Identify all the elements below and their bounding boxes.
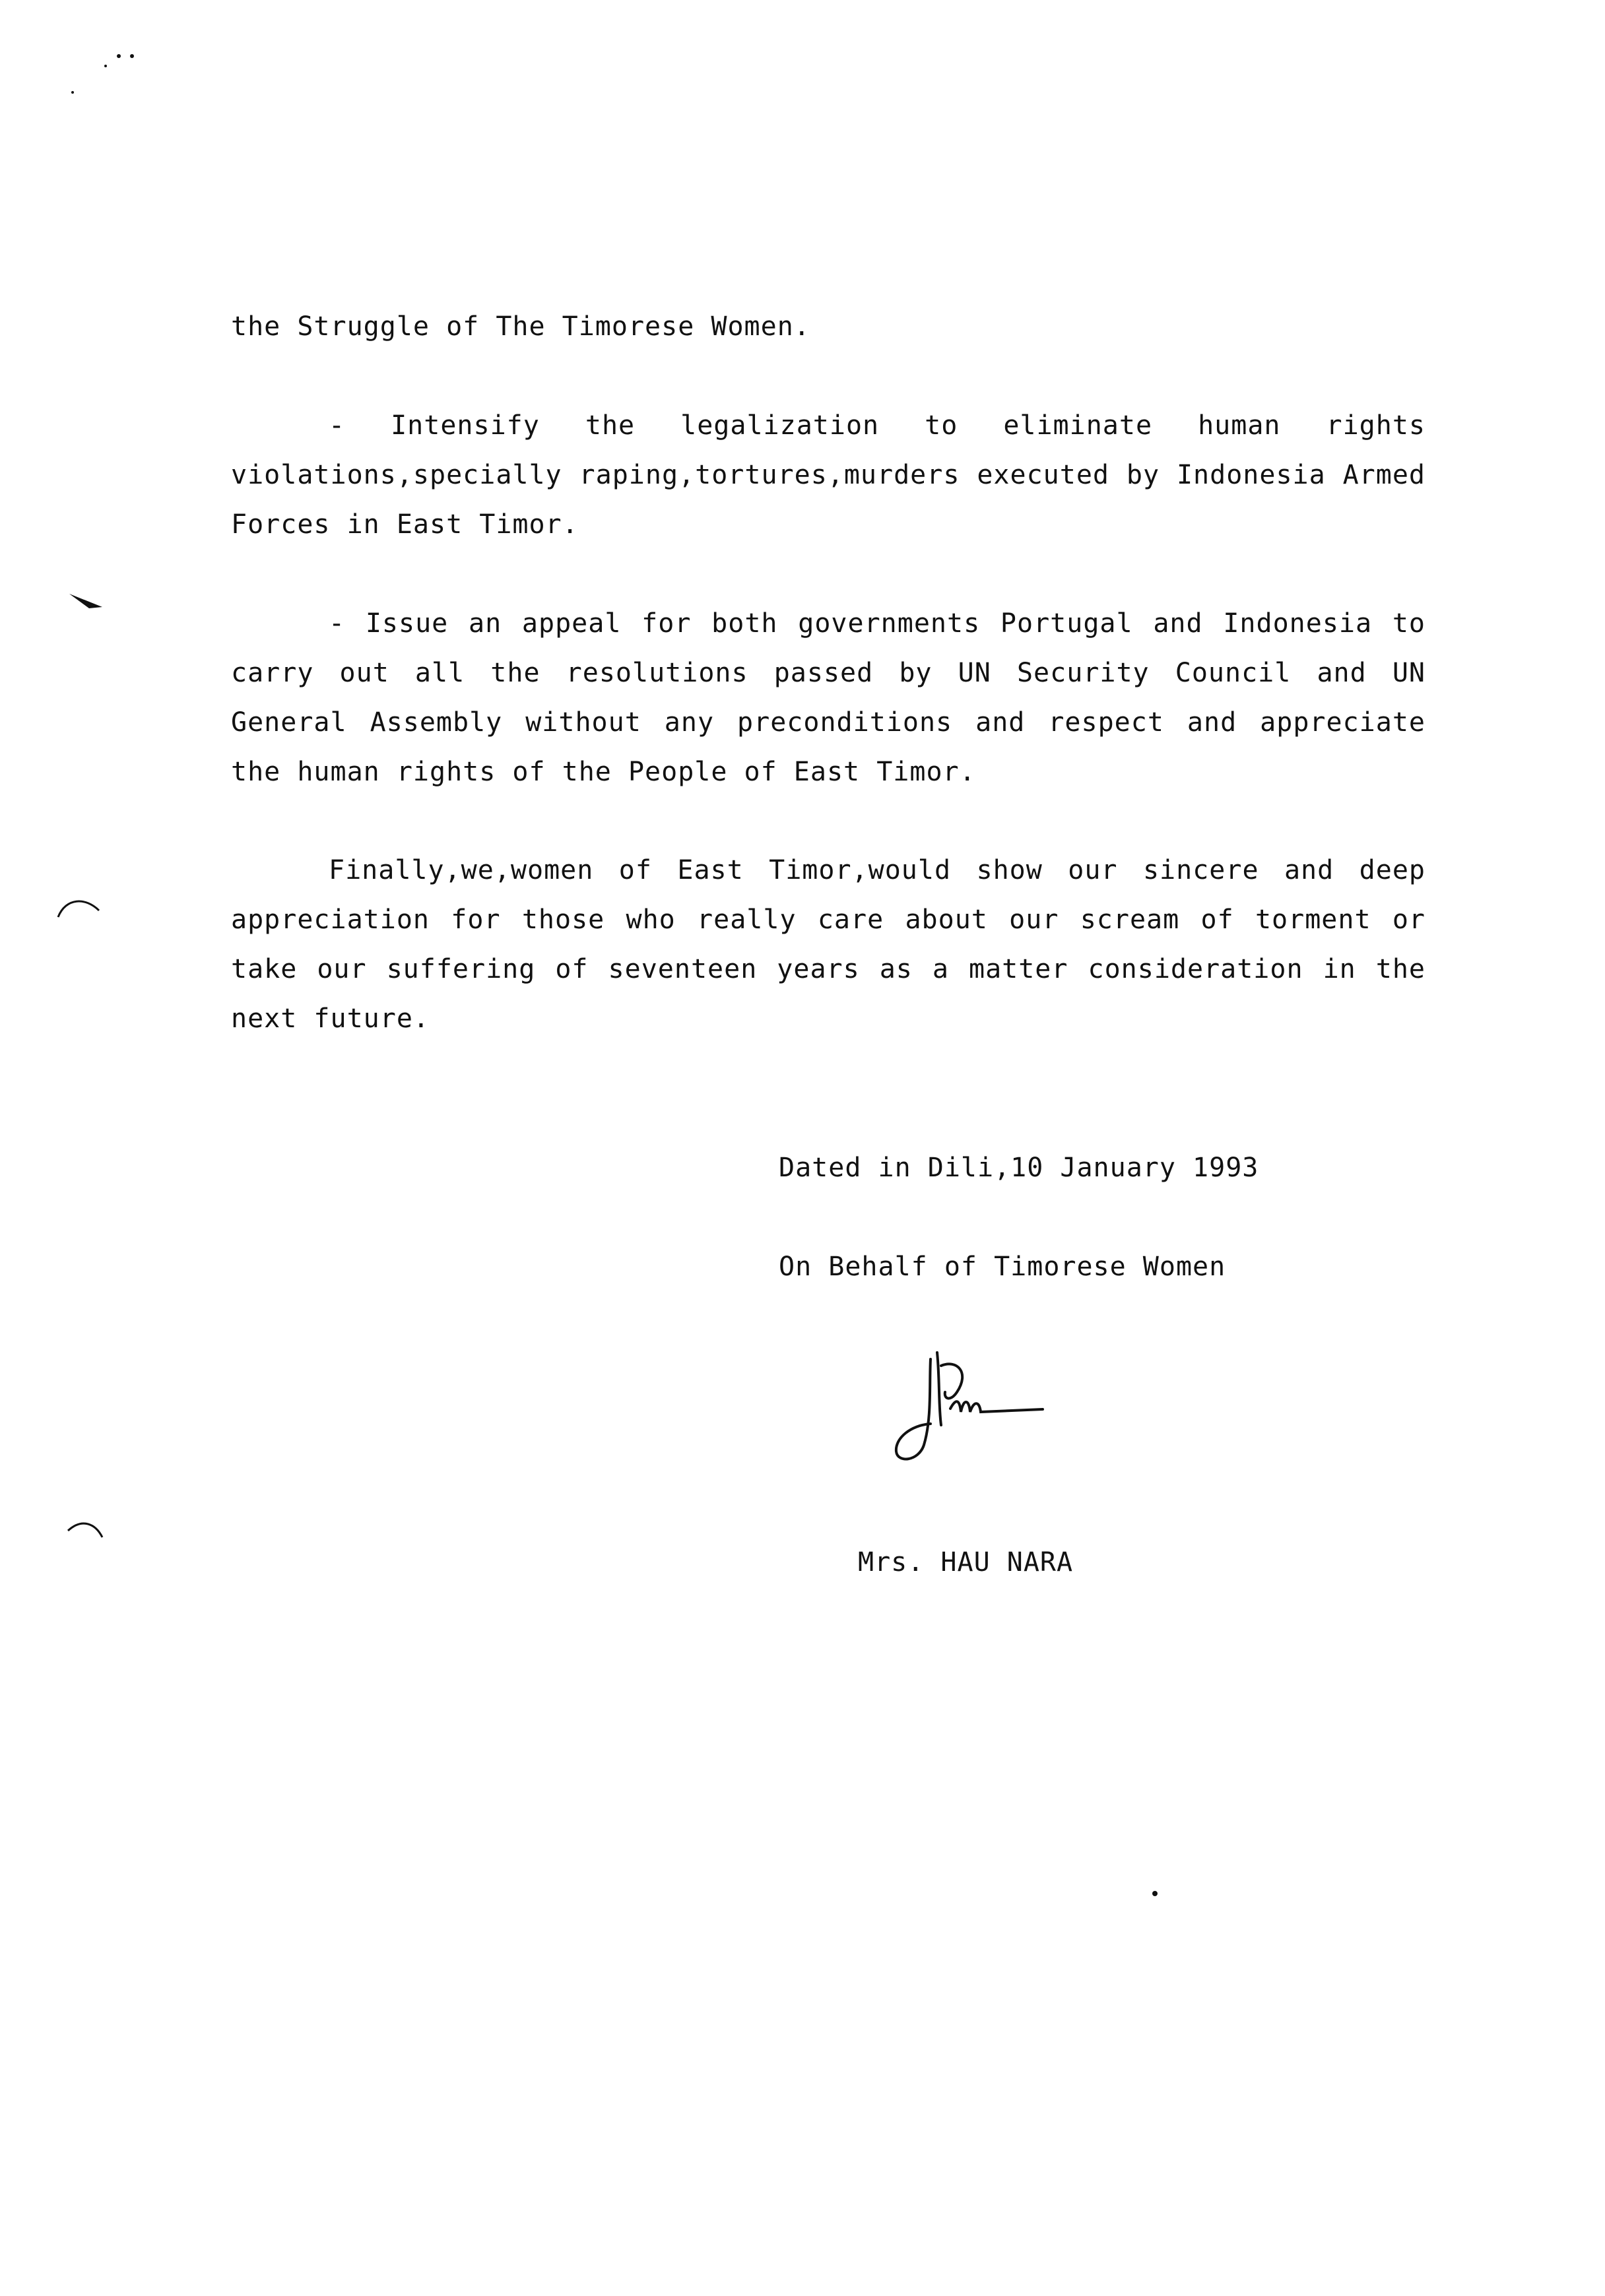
signatory-name: Mrs. HAU NARA — [858, 1547, 1074, 1578]
scan-mark — [63, 1511, 115, 1550]
closing-paragraph: Finally,we,women of East Timor,would show our sincere and deep appreciation for those who really care about our scream of torment or take our suffering of seventeen years as a matter consideration in the next future. — [231, 855, 1425, 1034]
on-behalf-line: On Behalf of Timorese Women — [779, 1252, 1226, 1282]
intro-paragraph: the Struggle of The Timorese Women. — [231, 311, 810, 342]
scan-mark — [1148, 1887, 1162, 1900]
scan-mark — [66, 40, 158, 106]
scan-mark — [63, 581, 115, 620]
scan-mark — [53, 891, 106, 930]
handwritten-signature — [884, 1346, 1056, 1465]
date-line: Dated in Dili,10 January 1993 — [779, 1153, 1259, 1183]
demand-item-un-resolutions: - Issue an appeal for both governments Portugal and Indonesia to carry out all the resolutions passed by UN Security Council and UN General Assembly without any preconditions and respect and appreciate the human rights of the People of East Timor. — [231, 608, 1425, 787]
demand-item-human-rights: - Intensify the legalization to eliminate human rights violations,specially raping,tortures,murders executed by Indonesia Armed Forces in East Timor. — [231, 410, 1425, 540]
